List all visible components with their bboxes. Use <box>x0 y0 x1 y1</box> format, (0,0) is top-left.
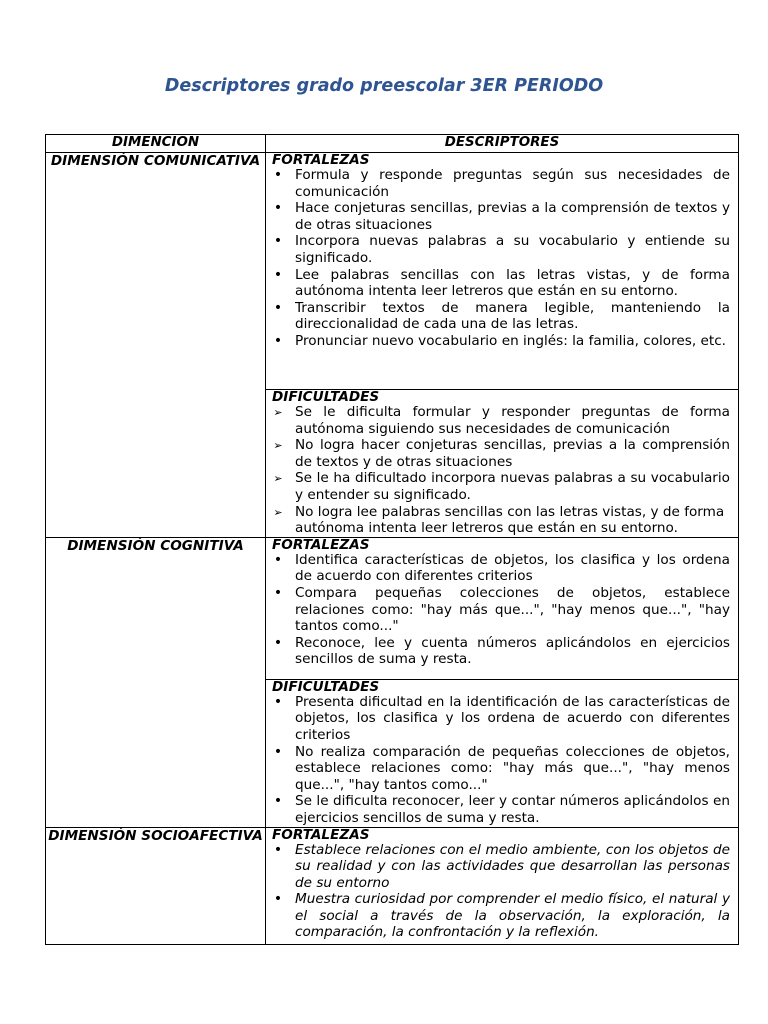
arrow-bullet-icon <box>272 470 284 488</box>
dimension-cell: DIMENSIÓN SOCIOAFECTIVA <box>46 827 266 945</box>
bullet-icon <box>272 842 284 859</box>
fortalezas-section <box>266 828 738 945</box>
bullet-icon <box>272 233 284 250</box>
descriptors-table <box>45 134 739 945</box>
arrow-bullet-icon <box>272 437 284 455</box>
list-item: ➢ Se le dificulta formular y responder preguntas de forma autónoma siguiendo sus necesidades de comunicación <box>272 404 730 437</box>
list-item: ➢ No logra hacer conjeturas sencillas, previas a la comprensión de textos y de otras situaciones <box>272 437 730 470</box>
list-item: • Presenta dificultad en la identificación de las características de objetos, los clasifica y los ordena de acuerdo con diferentes criterios <box>272 694 730 744</box>
page-title: Descriptores grado preescolar 3ER PERIODO <box>164 76 604 96</box>
fortalezas-list <box>272 842 730 942</box>
bullet-icon <box>272 793 284 810</box>
descriptors-cell <box>266 537 739 827</box>
list-item: • Se le dificulta reconocer, leer y contar números aplicándolos en ejercicios sencillos de suma y resta. <box>272 793 730 826</box>
arrow-bullet-icon <box>272 504 284 522</box>
bullet-icon <box>272 585 284 602</box>
list-item: • Identifica características de objetos, los clasifica y los ordena de acuerdo con diferentes criterios <box>272 552 730 585</box>
fortalezas-list <box>272 167 730 350</box>
dificultades-heading: DIFICULTADES <box>272 678 380 695</box>
fortalezas-section <box>266 153 738 389</box>
list-item: • Lee palabras sencillas con las letras vistas, y de forma autónoma intenta leer letreros que están en su entorno. <box>272 267 730 300</box>
descriptors-cell <box>266 153 739 538</box>
table-row <box>46 827 739 945</box>
list-item: • Formula y responde preguntas según sus necesidades de comunicación <box>272 167 730 200</box>
list-item: • Pronunciar nuevo vocabulario en inglés: la familia, colores, etc. <box>272 333 730 350</box>
list-item: ➢ No logra lee palabras sencillas con las letras vistas, y de forma autónoma intenta leer letreros que están en su entorno. <box>272 504 730 537</box>
fortalezas-list <box>272 552 730 668</box>
bullet-icon <box>272 300 284 317</box>
dificultades-section <box>266 389 738 537</box>
table-row <box>46 153 739 538</box>
list-item: • Hace conjeturas sencillas, previas a la comprensión de textos y de otras situaciones <box>272 200 730 233</box>
fortalezas-heading: FORTALEZAS <box>272 826 370 843</box>
list-item: • No realiza comparación de pequeñas colecciones de objetos, establece relaciones como: "hay más que...", "hay menos que...", "hay tantos como..." <box>272 744 730 794</box>
bullet-icon <box>272 552 284 569</box>
dificultades-heading: DIFICULTADES <box>272 389 380 405</box>
fortalezas-section <box>266 538 738 679</box>
bullet-icon <box>272 635 284 652</box>
dificultades-list <box>272 404 730 537</box>
list-item: • Establece relaciones con el medio ambiente, con los objetos de su realidad y con las actividades que desarrollan las personas de su entorno <box>272 842 730 892</box>
dimension-cell: DIMENSIÓN COGNITIVA <box>46 537 266 827</box>
list-item: • Transcribir textos de manera legible, manteniendo la direccionalidad de cada una de las letras. <box>272 300 730 333</box>
header-descriptors: DESCRIPTORES <box>266 135 739 153</box>
dificultades-list <box>272 694 730 827</box>
bullet-icon <box>272 744 284 761</box>
dimension-cell: DIMENSIÓN COMUNICATIVA <box>46 153 266 538</box>
dificultades-section <box>266 679 738 827</box>
bullet-icon <box>272 333 284 350</box>
bullet-icon <box>272 200 284 217</box>
table-row <box>46 537 739 827</box>
bullet-icon <box>272 891 284 908</box>
table-header-row <box>46 135 739 153</box>
bullet-icon <box>272 694 284 711</box>
header-dimension: DIMENCION <box>46 135 266 153</box>
descriptors-cell <box>266 827 739 945</box>
bullet-icon <box>272 267 284 284</box>
list-item: • Reconoce, lee y cuenta números aplicándolos en ejercicios sencillos de suma y resta. <box>272 635 730 668</box>
list-item: • Incorpora nuevas palabras a su vocabulario y entiende su significado. <box>272 233 730 266</box>
bullet-icon <box>272 167 284 184</box>
fortalezas-heading: FORTALEZAS <box>272 152 370 168</box>
list-item: • Muestra curiosidad por comprender el medio físico, el natural y el social a través de la observación, la exploración, la comparación, la confrontación y la reflexión. <box>272 891 730 941</box>
arrow-bullet-icon <box>272 404 284 422</box>
list-item: ➢ Se le ha dificultado incorpora nuevas palabras a su vocabulario y entender su significado. <box>272 470 730 503</box>
list-item: • Compara pequeñas colecciones de objetos, establece relaciones como: "hay más que...", "hay menos que...", "hay tantos como..." <box>272 585 730 635</box>
fortalezas-heading: FORTALEZAS <box>272 536 370 553</box>
